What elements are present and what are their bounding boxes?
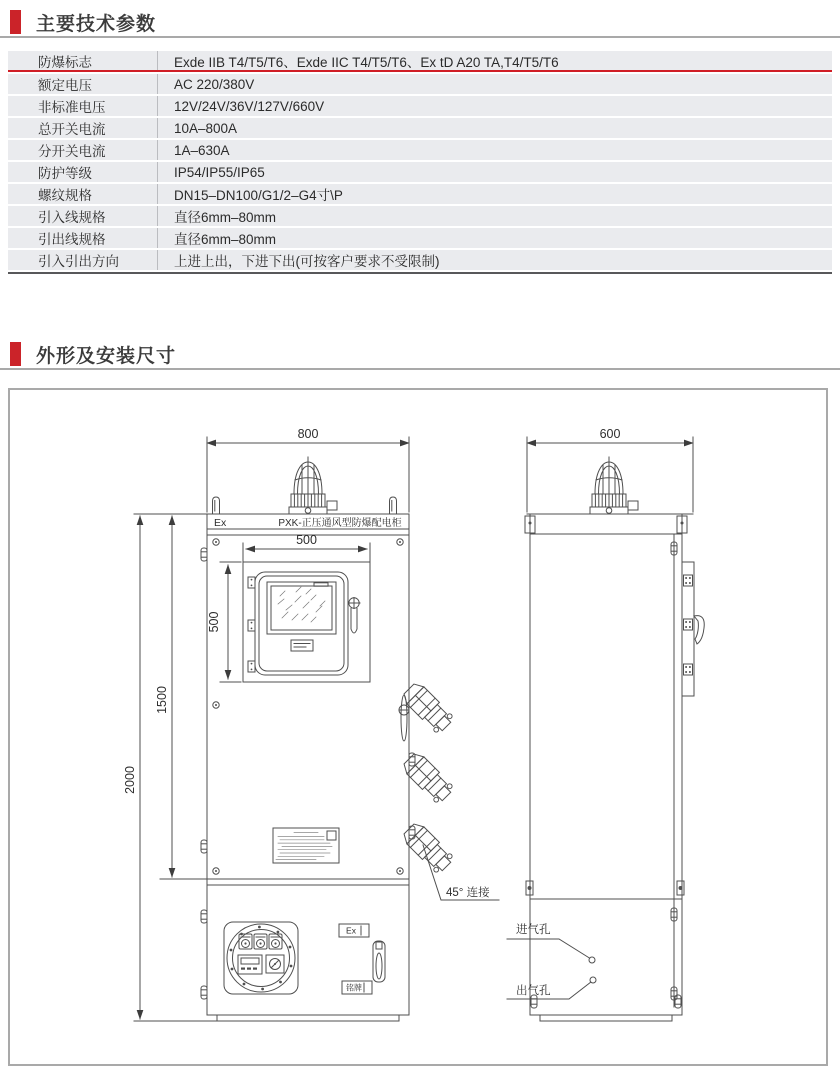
table-row xyxy=(8,118,832,138)
dim-label-500-height: 500 xyxy=(207,611,221,633)
dim-label-800: 800 xyxy=(297,427,319,441)
spec-value: AC 220/380V xyxy=(174,76,255,92)
spec-label: 非标准电压 xyxy=(8,96,158,116)
dim-label-1500: 1500 xyxy=(155,686,169,714)
spec-value: 10A–800A xyxy=(174,120,238,136)
table-row xyxy=(8,74,832,94)
ex-mark-label: Ex xyxy=(214,517,227,529)
spec-label: 引入线规格 xyxy=(8,206,158,226)
section-header-params xyxy=(0,8,840,38)
spec-value: 直径6mm–80mm xyxy=(174,232,277,247)
table-row xyxy=(8,96,832,116)
dimension-drawing xyxy=(8,388,828,1066)
spec-label: 额定电压 xyxy=(8,74,158,94)
spec-label: 总开关电流 xyxy=(8,118,158,138)
table-row xyxy=(8,184,832,204)
spec-label: 防护等级 xyxy=(8,162,158,182)
table-row xyxy=(8,140,832,160)
air-inlet-label: 进气孔 xyxy=(516,924,551,936)
section-title-params: 主要技术参数 xyxy=(36,13,157,35)
drawing-labels xyxy=(123,427,620,997)
spec-value: 12V/24V/36V/127V/660V xyxy=(174,98,325,114)
section-marker-icon xyxy=(10,342,21,366)
spec-label: 防爆标志 xyxy=(8,51,158,70)
spec-label: 引入引出方向 xyxy=(8,250,158,270)
table-row xyxy=(8,250,832,270)
spec-table xyxy=(8,51,832,274)
dim-label-2000: 2000 xyxy=(123,766,137,794)
table-row xyxy=(8,206,832,226)
spec-value: Exde IIB T4/T5/T6、Exde IIC T4/T5/T6、Ex tD A20 TA,T4/T5/T6 xyxy=(174,54,559,70)
spec-label: 引出线规格 xyxy=(8,228,158,248)
spec-value: IP54/IP55/IP65 xyxy=(174,164,265,180)
section-title-dimensions: 外形及安装尺寸 xyxy=(36,345,177,367)
nameplate-label: 铭牌 xyxy=(346,983,362,993)
spec-value: 上进上出，下进下出(可按客户要求不受限制) xyxy=(174,254,440,269)
dim-label-500-width: 500 xyxy=(296,533,317,547)
spec-value: 直径6mm–80mm xyxy=(174,210,277,225)
cabinet-drawing-svg xyxy=(10,390,826,1064)
connector-angle-note: 45° 连接 xyxy=(446,887,490,899)
table-row xyxy=(8,51,832,72)
product-type-label: PXK-正压通风型防爆配电柜 xyxy=(278,518,402,529)
table-row xyxy=(8,228,832,248)
spec-value: 1A–630A xyxy=(174,142,230,158)
section-marker-icon xyxy=(10,10,21,34)
ex-plate-label: Ex xyxy=(346,925,356,936)
air-outlet-label: 出气孔 xyxy=(516,985,551,997)
spec-label: 分开关电流 xyxy=(8,140,158,160)
spec-value: DN15–DN100/G1/2–G4寸\P xyxy=(174,188,343,203)
spec-label: 螺纹规格 xyxy=(8,184,158,204)
table-row xyxy=(8,162,832,182)
section-header-dimensions xyxy=(0,340,840,370)
dim-label-600: 600 xyxy=(599,427,621,441)
